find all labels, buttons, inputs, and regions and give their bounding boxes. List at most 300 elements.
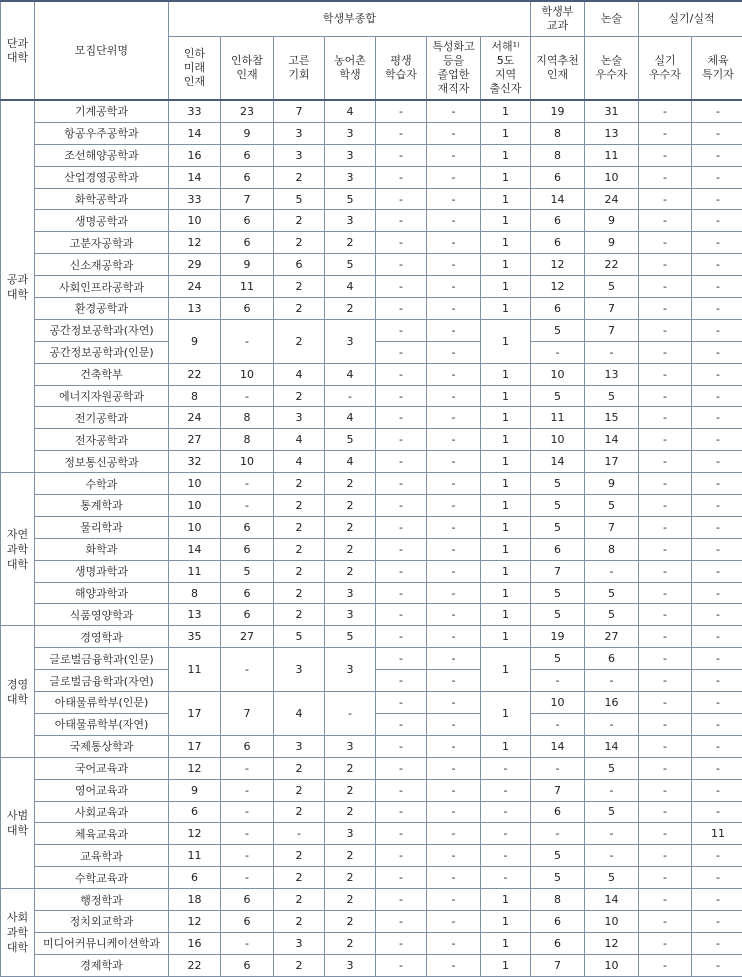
quota-cell: 11 xyxy=(221,276,274,298)
quota-cell: - xyxy=(692,560,742,582)
quota-cell: 11 xyxy=(169,845,221,867)
quota-cell: - xyxy=(639,341,692,363)
unit-name: 건축학부 xyxy=(35,363,169,385)
quota-cell: 2 xyxy=(325,232,376,254)
quota-cell: - xyxy=(376,407,427,429)
quota-cell: 29 xyxy=(169,254,221,276)
unit-name: 물리학과 xyxy=(35,516,169,538)
table-row xyxy=(1,122,742,144)
quota-cell: 3 xyxy=(325,122,376,144)
quota-cell: 3 xyxy=(325,582,376,604)
quota-cell: 6 xyxy=(221,298,274,320)
table-row xyxy=(1,867,742,889)
quota-cell: 5 xyxy=(531,648,585,670)
quota-cell: - xyxy=(376,582,427,604)
quota-cell: - xyxy=(692,801,742,823)
quota-cell: 2 xyxy=(274,954,325,976)
quota-cell: 6 xyxy=(531,166,585,188)
quota-cell: - xyxy=(376,188,427,210)
unit-name: 통계학과 xyxy=(35,495,169,517)
quota-cell: - xyxy=(692,648,742,670)
quota-cell: 11 xyxy=(585,144,639,166)
unit-name: 국제통상학과 xyxy=(35,735,169,757)
quota-cell: - xyxy=(531,341,585,363)
quota-cell: - xyxy=(427,210,481,232)
quota-cell: - xyxy=(427,867,481,889)
quota-cell: 4 xyxy=(325,451,376,473)
quota-cell: - xyxy=(639,889,692,911)
quota-cell: - xyxy=(639,801,692,823)
quota-cell: - xyxy=(427,626,481,648)
quota-cell: - xyxy=(639,604,692,626)
quota-cell: 5 xyxy=(325,254,376,276)
quota-cell: - xyxy=(639,166,692,188)
quota-cell: 1 xyxy=(481,604,531,626)
quota-cell: - xyxy=(376,713,427,735)
quota-cell: 23 xyxy=(221,100,274,122)
quota-cell: 11 xyxy=(169,648,221,692)
unit-name: 체육교육과 xyxy=(35,823,169,845)
table-row xyxy=(1,692,742,714)
quota-cell: 13 xyxy=(585,122,639,144)
quota-cell: - xyxy=(639,254,692,276)
quota-cell: 5 xyxy=(585,604,639,626)
table-row xyxy=(1,954,742,976)
quota-cell: - xyxy=(427,298,481,320)
quota-cell: - xyxy=(427,144,481,166)
table-row xyxy=(1,910,742,932)
quota-cell: - xyxy=(427,823,481,845)
quota-cell: - xyxy=(639,232,692,254)
quota-cell: 2 xyxy=(274,582,325,604)
quota-cell: 5 xyxy=(585,582,639,604)
quota-cell: - xyxy=(427,429,481,451)
quota-cell: 1 xyxy=(481,407,531,429)
quota-cell: 2 xyxy=(274,473,325,495)
quota-cell: - xyxy=(376,516,427,538)
quota-cell: 1 xyxy=(481,319,531,363)
quota-cell: - xyxy=(692,363,742,385)
quota-cell: 2 xyxy=(325,801,376,823)
unit-name: 정치외교학과 xyxy=(35,910,169,932)
quota-cell: 1 xyxy=(481,932,531,954)
sub-header: 체육 특기자 xyxy=(692,37,742,101)
quota-cell: - xyxy=(376,604,427,626)
quota-cell: - xyxy=(692,166,742,188)
sub-header: 인하 미래 인재 xyxy=(169,37,221,101)
quota-cell: 10 xyxy=(531,429,585,451)
quota-cell: 1 xyxy=(481,144,531,166)
quota-cell: 1 xyxy=(481,363,531,385)
quota-cell: 4 xyxy=(325,363,376,385)
quota-cell: 2 xyxy=(325,779,376,801)
quota-cell: 18 xyxy=(169,889,221,911)
quota-cell: - xyxy=(427,779,481,801)
quota-cell: - xyxy=(376,648,427,670)
table-row xyxy=(1,495,742,517)
quota-cell: - xyxy=(692,144,742,166)
quota-cell: - xyxy=(427,801,481,823)
quota-cell: 9 xyxy=(585,210,639,232)
quota-cell: 2 xyxy=(325,495,376,517)
table-row xyxy=(1,889,742,911)
table-row xyxy=(1,276,742,298)
table-row xyxy=(1,385,742,407)
quota-cell: 19 xyxy=(531,100,585,122)
quota-cell: - xyxy=(692,232,742,254)
quota-cell: 14 xyxy=(169,538,221,560)
quota-cell: 12 xyxy=(169,823,221,845)
quota-cell: 2 xyxy=(325,757,376,779)
quota-cell: 3 xyxy=(325,144,376,166)
quota-cell: - xyxy=(427,604,481,626)
quota-cell: - xyxy=(639,122,692,144)
unit-header: 모집단위명 xyxy=(35,1,169,100)
quota-cell: 2 xyxy=(274,385,325,407)
quota-cell: - xyxy=(531,713,585,735)
quota-cell: 6 xyxy=(221,538,274,560)
quota-cell: 2 xyxy=(274,495,325,517)
quota-cell: 8 xyxy=(169,582,221,604)
quota-cell: - xyxy=(639,319,692,341)
quota-cell: - xyxy=(427,363,481,385)
quota-cell: 16 xyxy=(169,144,221,166)
quota-cell: 2 xyxy=(274,845,325,867)
quota-cell: - xyxy=(376,385,427,407)
quota-cell: 2 xyxy=(274,298,325,320)
quota-cell: 6 xyxy=(221,954,274,976)
quota-cell: - xyxy=(639,451,692,473)
quota-cell: 24 xyxy=(169,407,221,429)
quota-cell: 5 xyxy=(585,495,639,517)
quota-cell: - xyxy=(427,473,481,495)
unit-name: 조선해양공학과 xyxy=(35,144,169,166)
sub-header: 실기 우수자 xyxy=(639,37,692,101)
quota-cell: 2 xyxy=(274,319,325,363)
practical-header: 실기/실적 xyxy=(639,1,742,37)
quota-cell: 2 xyxy=(274,757,325,779)
quota-cell: 1 xyxy=(481,692,531,736)
quota-cell: 8 xyxy=(169,385,221,407)
quota-cell: 6 xyxy=(531,932,585,954)
unit-name: 행정학과 xyxy=(35,889,169,911)
quota-cell: - xyxy=(692,779,742,801)
quota-cell: 9 xyxy=(169,319,221,363)
quota-cell: 6 xyxy=(531,910,585,932)
quota-cell: 3 xyxy=(274,122,325,144)
quota-cell: 6 xyxy=(221,516,274,538)
quota-cell: - xyxy=(221,319,274,363)
quota-cell: 6 xyxy=(221,210,274,232)
quota-cell: 2 xyxy=(325,473,376,495)
college-name: 경영 대학 xyxy=(1,626,35,757)
quota-cell: 2 xyxy=(274,210,325,232)
quota-cell: 32 xyxy=(169,451,221,473)
quota-cell: - xyxy=(639,932,692,954)
quota-cell: - xyxy=(692,604,742,626)
quota-cell: 8 xyxy=(221,429,274,451)
quota-cell: - xyxy=(427,910,481,932)
quota-cell: 6 xyxy=(221,232,274,254)
quota-cell: 12 xyxy=(531,254,585,276)
quota-cell: - xyxy=(427,188,481,210)
quota-cell: 1 xyxy=(481,451,531,473)
quota-cell: - xyxy=(639,144,692,166)
quota-cell: 5 xyxy=(325,188,376,210)
table-row xyxy=(1,100,742,122)
unit-name: 에너지자원공학과 xyxy=(35,385,169,407)
quota-cell: 3 xyxy=(274,932,325,954)
quota-cell: 9 xyxy=(221,122,274,144)
quota-cell: 4 xyxy=(325,276,376,298)
quota-cell: - xyxy=(221,823,274,845)
college-name: 사회 과학 대학 xyxy=(1,889,35,977)
quota-cell: - xyxy=(376,363,427,385)
unit-name: 화학공학과 xyxy=(35,188,169,210)
table-row xyxy=(1,560,742,582)
quota-cell: 2 xyxy=(274,910,325,932)
sub-header: 농어촌 학생 xyxy=(325,37,376,101)
quota-cell: - xyxy=(427,495,481,517)
quota-cell: - xyxy=(221,385,274,407)
quota-cell: 4 xyxy=(325,407,376,429)
quota-cell: 1 xyxy=(481,188,531,210)
quota-cell: 6 xyxy=(531,232,585,254)
quota-cell: 2 xyxy=(325,298,376,320)
quota-cell: - xyxy=(692,100,742,122)
quota-cell: 6 xyxy=(531,210,585,232)
quota-cell: - xyxy=(376,166,427,188)
quota-cell: - xyxy=(692,473,742,495)
quota-cell: 12 xyxy=(169,757,221,779)
quota-cell: 1 xyxy=(481,473,531,495)
quota-cell: - xyxy=(692,341,742,363)
quota-cell: 11 xyxy=(692,823,742,845)
quota-cell: 2 xyxy=(274,560,325,582)
quota-cell: - xyxy=(639,473,692,495)
quota-cell: - xyxy=(639,429,692,451)
quota-cell: 6 xyxy=(274,254,325,276)
quota-cell: 1 xyxy=(481,495,531,517)
quota-cell: 7 xyxy=(585,319,639,341)
quota-cell: 8 xyxy=(585,538,639,560)
table-row xyxy=(1,823,742,845)
quota-cell: - xyxy=(427,385,481,407)
quota-cell: 6 xyxy=(169,867,221,889)
quota-cell: 1 xyxy=(481,910,531,932)
quota-cell: 3 xyxy=(274,144,325,166)
quota-cell: - xyxy=(692,210,742,232)
unit-name: 교육학과 xyxy=(35,845,169,867)
table-row xyxy=(1,210,742,232)
quota-cell: 5 xyxy=(585,757,639,779)
quota-cell: 2 xyxy=(325,516,376,538)
college-name: 자연 과학 대학 xyxy=(1,473,35,626)
quota-cell: 3 xyxy=(325,648,376,692)
quota-cell: 1 xyxy=(481,626,531,648)
quota-cell: 12 xyxy=(169,232,221,254)
quota-cell: - xyxy=(692,451,742,473)
quota-cell: - xyxy=(376,845,427,867)
table-row xyxy=(1,407,742,429)
quota-cell: 7 xyxy=(221,692,274,736)
unit-name: 항공우주공학과 xyxy=(35,122,169,144)
quota-cell: 6 xyxy=(169,801,221,823)
quota-cell: 7 xyxy=(585,516,639,538)
quota-cell: - xyxy=(585,670,639,692)
subject-header: 학생부 교과 xyxy=(531,1,585,37)
quota-cell: 13 xyxy=(169,298,221,320)
quota-cell: 8 xyxy=(221,407,274,429)
quota-cell: - xyxy=(376,254,427,276)
quota-cell: - xyxy=(376,429,427,451)
table-header xyxy=(1,1,742,100)
quota-cell: - xyxy=(376,867,427,889)
quota-cell: 5 xyxy=(274,188,325,210)
quota-cell: 14 xyxy=(169,166,221,188)
table-row xyxy=(1,188,742,210)
quota-cell: 6 xyxy=(221,144,274,166)
quota-cell: - xyxy=(585,713,639,735)
unit-name: 전자공학과 xyxy=(35,429,169,451)
unit-name: 신소재공학과 xyxy=(35,254,169,276)
quota-cell: 1 xyxy=(481,954,531,976)
quota-cell: 5 xyxy=(531,473,585,495)
quota-cell: 5 xyxy=(585,385,639,407)
quota-cell: - xyxy=(692,407,742,429)
quota-cell: - xyxy=(376,122,427,144)
unit-name: 사회인프라공학과 xyxy=(35,276,169,298)
quota-cell: - xyxy=(427,516,481,538)
quota-cell: 9 xyxy=(585,473,639,495)
quota-cell: 14 xyxy=(531,735,585,757)
quota-cell: 7 xyxy=(531,560,585,582)
unit-name: 경제학과 xyxy=(35,954,169,976)
quota-cell: - xyxy=(427,648,481,670)
essay-header: 논술 xyxy=(585,1,639,37)
quota-cell: 3 xyxy=(325,954,376,976)
table-row xyxy=(1,845,742,867)
table-row xyxy=(1,582,742,604)
quota-cell: - xyxy=(427,232,481,254)
quota-cell: 17 xyxy=(169,692,221,736)
quota-cell: - xyxy=(427,254,481,276)
quota-cell: 6 xyxy=(221,910,274,932)
table-row xyxy=(1,144,742,166)
quota-cell: 14 xyxy=(169,122,221,144)
quota-cell: 3 xyxy=(325,823,376,845)
quota-cell: 14 xyxy=(585,889,639,911)
quota-cell: 1 xyxy=(481,254,531,276)
quota-cell: - xyxy=(427,276,481,298)
quota-cell: 6 xyxy=(531,538,585,560)
quota-cell: - xyxy=(427,582,481,604)
quota-cell: - xyxy=(692,845,742,867)
table-row xyxy=(1,473,742,495)
quota-cell: - xyxy=(376,210,427,232)
quota-cell: 5 xyxy=(531,516,585,538)
quota-cell: 8 xyxy=(531,144,585,166)
quota-cell: 2 xyxy=(325,932,376,954)
quota-cell: - xyxy=(639,910,692,932)
quota-cell: - xyxy=(639,735,692,757)
quota-cell: 10 xyxy=(585,954,639,976)
table-row xyxy=(1,626,742,648)
quota-cell: 1 xyxy=(481,276,531,298)
quota-cell: - xyxy=(376,670,427,692)
quota-cell: - xyxy=(221,867,274,889)
quota-cell: - xyxy=(376,954,427,976)
quota-cell: - xyxy=(221,779,274,801)
quota-cell: 27 xyxy=(585,626,639,648)
table-row xyxy=(1,516,742,538)
quota-cell: - xyxy=(221,473,274,495)
quota-cell: - xyxy=(692,735,742,757)
quota-cell: 1 xyxy=(481,298,531,320)
table-row xyxy=(1,429,742,451)
quota-cell: 33 xyxy=(169,100,221,122)
quota-cell: 5 xyxy=(531,867,585,889)
quota-cell: 10 xyxy=(585,166,639,188)
table-row xyxy=(1,932,742,954)
quota-cell: 1 xyxy=(481,100,531,122)
quota-cell: - xyxy=(639,779,692,801)
quota-cell: - xyxy=(692,516,742,538)
quota-cell: - xyxy=(427,889,481,911)
quota-cell: 11 xyxy=(169,560,221,582)
quota-cell: 5 xyxy=(531,385,585,407)
quota-cell: - xyxy=(692,385,742,407)
quota-cell: 7 xyxy=(274,100,325,122)
quota-cell: 6 xyxy=(585,648,639,670)
quota-cell: - xyxy=(692,298,742,320)
quota-cell: 17 xyxy=(169,735,221,757)
college-header: 단과 대학 xyxy=(1,1,35,100)
quota-cell: 10 xyxy=(169,473,221,495)
quota-cell: 27 xyxy=(221,626,274,648)
quota-cell: - xyxy=(376,735,427,757)
quota-cell: 10 xyxy=(169,495,221,517)
quota-cell: 10 xyxy=(221,451,274,473)
quota-cell: 2 xyxy=(274,889,325,911)
quota-cell: - xyxy=(221,757,274,779)
quota-cell: - xyxy=(639,757,692,779)
quota-cell: 14 xyxy=(585,735,639,757)
quota-cell: 19 xyxy=(531,626,585,648)
unit-name: 글로벌금융학과(인문) xyxy=(35,648,169,670)
quota-cell: 5 xyxy=(274,626,325,648)
unit-name: 전기공학과 xyxy=(35,407,169,429)
table-row xyxy=(1,604,742,626)
quota-cell: 12 xyxy=(169,910,221,932)
quota-cell: 24 xyxy=(585,188,639,210)
quota-cell: 7 xyxy=(221,188,274,210)
quota-cell: 3 xyxy=(325,604,376,626)
sub-header: 인하참 인재 xyxy=(221,37,274,101)
table-body xyxy=(1,100,742,976)
quota-cell: - xyxy=(639,298,692,320)
quota-cell: 9 xyxy=(585,232,639,254)
quota-cell: 1 xyxy=(481,516,531,538)
table-row xyxy=(1,319,742,341)
quota-cell: 8 xyxy=(531,889,585,911)
quota-cell: - xyxy=(692,692,742,714)
quota-cell: - xyxy=(639,954,692,976)
quota-cell: 6 xyxy=(221,604,274,626)
unit-name: 미디어커뮤니케이션학과 xyxy=(35,932,169,954)
sub-header: 서해¹⁾ 5도 지역 출신자 xyxy=(481,37,531,101)
quota-cell: - xyxy=(692,254,742,276)
